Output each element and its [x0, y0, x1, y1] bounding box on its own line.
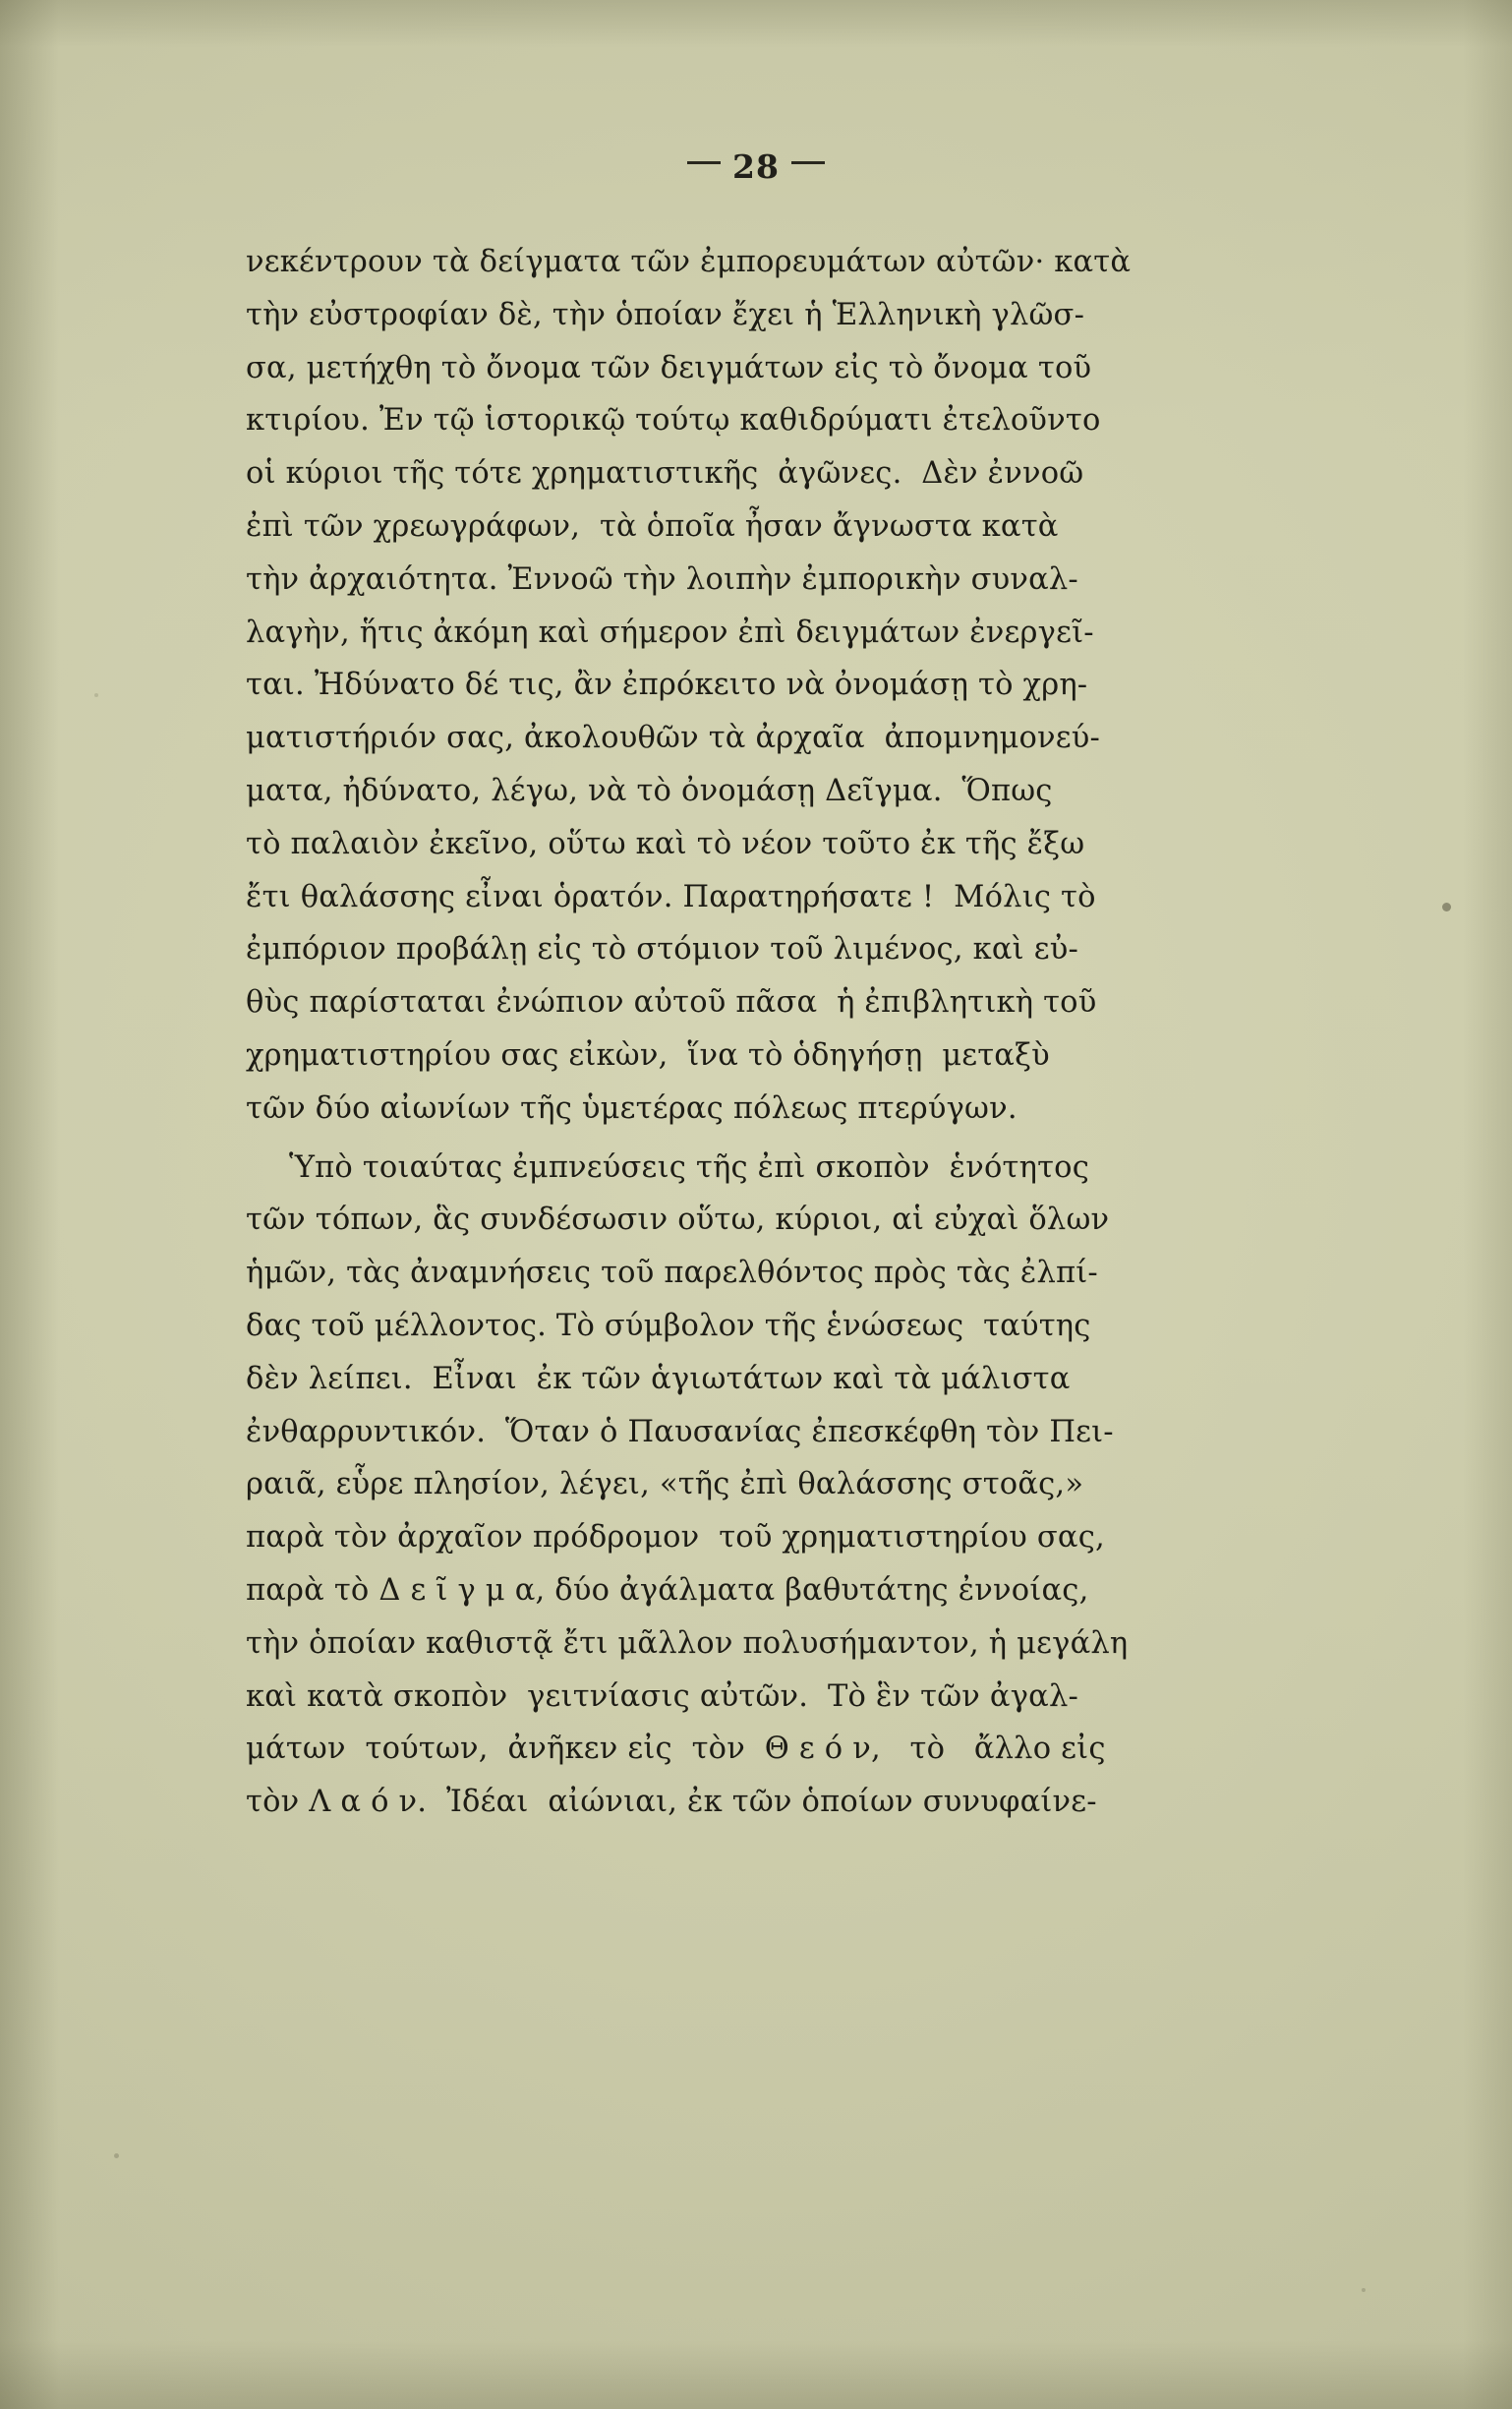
text-line: δας τοῦ μέλλοντος. Τὸ σύμβολον τῆς ἑνώσεως ταύτης	[246, 1308, 1091, 1343]
paragraph-1	[246, 236, 1386, 1136]
text-line: λαγὴν, ἥτις ἀκόμη καὶ σήμερον ἐπὶ δειγμάτων ἐνεργεῖ-	[246, 615, 1094, 650]
text-line: θὺς παρίσταται ἐνώπιον αὐτοῦ πᾶσα ἡ ἐπιβλητικὴ τοῦ	[246, 985, 1097, 1021]
text-line: νεκέντρουν τὰ δείγματα τῶν ἐμπορευμάτων αὐτῶν· κατὰ	[246, 245, 1132, 279]
text-line: Ὑπὸ τοιαύτας ἐμπνεύσεις τῆς ἐπὶ σκοπὸν ἑνότητος	[289, 1149, 1090, 1185]
text-line: ραιᾶ, εὗρε πλησίον, λέγει, «τῆς ἐπὶ θαλάσσης στοᾶς,»	[246, 1467, 1084, 1502]
text-line: μάτων τούτων, ἀνῆκεν εἰς τὸν Θ ε ό ν, τὸ ἄλλο εἰς	[246, 1732, 1106, 1767]
text-line: σα, μετήχθη τὸ ὄνομα τῶν δειγμάτων εἰς τὸ ὄνομα τοῦ	[246, 350, 1092, 385]
text-line: χρηματιστηρίου σας εἰκὼν, ἵνα τὸ ὁδηγήσῃ μεταξὺ	[246, 1037, 1050, 1073]
text-line: ἔτι θαλάσσης εἶναι ὁρατόν. Παρατηρήσατε ! Μόλις τὸ	[246, 879, 1096, 914]
text-line: κτιρίου. Ἐν τῷ ἱστορικῷ τούτῳ καθιδρύματι ἐτελοῦντο	[246, 403, 1101, 439]
text-line: τὴν εὐστροφίαν δὲ, τὴν ὁποίαν ἔχει ἡ Ἑλληνικὴ γλῶσ-	[246, 297, 1085, 332]
text-line: δὲν λείπει. Εἶναι ἐκ τῶν ἁγιωτάτων καὶ τὰ μάλιστα	[246, 1361, 1071, 1396]
paragraph-2	[246, 1142, 1386, 1829]
text-line: τὴν ὁποίαν καθιστᾷ ἔτι μᾶλλον πολυσήμαντον, ἡ μεγάλη	[246, 1625, 1129, 1661]
page-edge-shadow-right	[1463, 0, 1512, 2409]
page-edge-shadow-top	[0, 0, 1512, 47]
paper-speck	[94, 693, 98, 697]
text-line: ματα, ἠδύνατο, λέγω, νὰ τὸ ὀνομάσῃ Δεῖγμα. Ὅπως	[246, 773, 1053, 808]
text-line: οἱ κύριοι τῆς τότε χρηματιστικῆς ἀγῶνες. Δὲν ἐννοῶ	[246, 456, 1084, 492]
text-line: ἐπὶ τῶν χρεωγράφων, τὰ ὁποῖα ἦσαν ἄγνωστα κατὰ	[246, 508, 1059, 544]
text-line: ἡμῶν, τὰς ἀναμνήσεις τοῦ παρελθόντος πρὸς τὰς ἐλπί-	[246, 1256, 1098, 1291]
text-line: τὴν ἀρχαιότητα. Ἐννοῶ τὴν λοιπὴν ἐμπορικὴν συναλ-	[246, 561, 1078, 597]
header-rule-left	[687, 161, 721, 164]
page-number: 28	[732, 147, 780, 186]
page-edge-shadow-left	[0, 0, 59, 2409]
paper-speck	[1442, 903, 1451, 911]
text-line: ἐμπόριον προβάλῃ εἰς τὸ στόμιον τοῦ λιμένος, καὶ εὐ-	[246, 932, 1078, 968]
page-edge-shadow-bottom	[0, 2340, 1512, 2409]
text-line: παρὰ τὸ Δ ε ῖ γ μ α, δύο ἀγάλματα βαθυτάτης ἐννοίας,	[246, 1572, 1089, 1608]
text-line: ται. Ἠδύνατο δέ τις, ἂν ἐπρόκειτο νὰ ὀνομάσῃ τὸ χρη-	[246, 668, 1088, 703]
text-line: ἐνθαρρυντικόν. Ὅταν ὁ Παυσανίας ἐπεσκέφθη τὸν Πει-	[246, 1414, 1114, 1449]
paper-speck	[1362, 2288, 1366, 2292]
text-line: τὸν Λ α ό ν. Ἰδέαι αἰώνιαι, ἐκ τῶν ὁποίων συνυφαίνε-	[246, 1785, 1097, 1820]
paper-speck	[114, 2153, 119, 2158]
text-line: καὶ κατὰ σκοπὸν γειτνίασις αὐτῶν. Τὸ ἓν τῶν ἀγαλ-	[246, 1678, 1078, 1714]
text-line: τῶν τόπων, ἃς συνδέσωσιν οὕτω, κύριοι, αἱ εὐχαὶ ὅλων	[246, 1203, 1110, 1238]
text-line: ματιστήριόν σας, ἀκολουθῶν τὰ ἀρχαῖα ἀπομνημονεύ-	[246, 721, 1101, 756]
body-text	[246, 236, 1386, 1829]
text-line: τῶν δύο αἰωνίων τῆς ὑμετέρας πόλεως πτερύγων.	[246, 1090, 1018, 1126]
page-header	[0, 147, 1512, 186]
text-line: παρὰ τὸν ἀρχαῖον πρόδρομον τοῦ χρηματιστηρίου σας,	[246, 1520, 1105, 1556]
header-rule-right	[791, 161, 825, 164]
text-line: τὸ παλαιὸν ἐκεῖνο, οὕτω καὶ τὸ νέον τοῦτο ἐκ τῆς ἔξω	[246, 826, 1085, 861]
